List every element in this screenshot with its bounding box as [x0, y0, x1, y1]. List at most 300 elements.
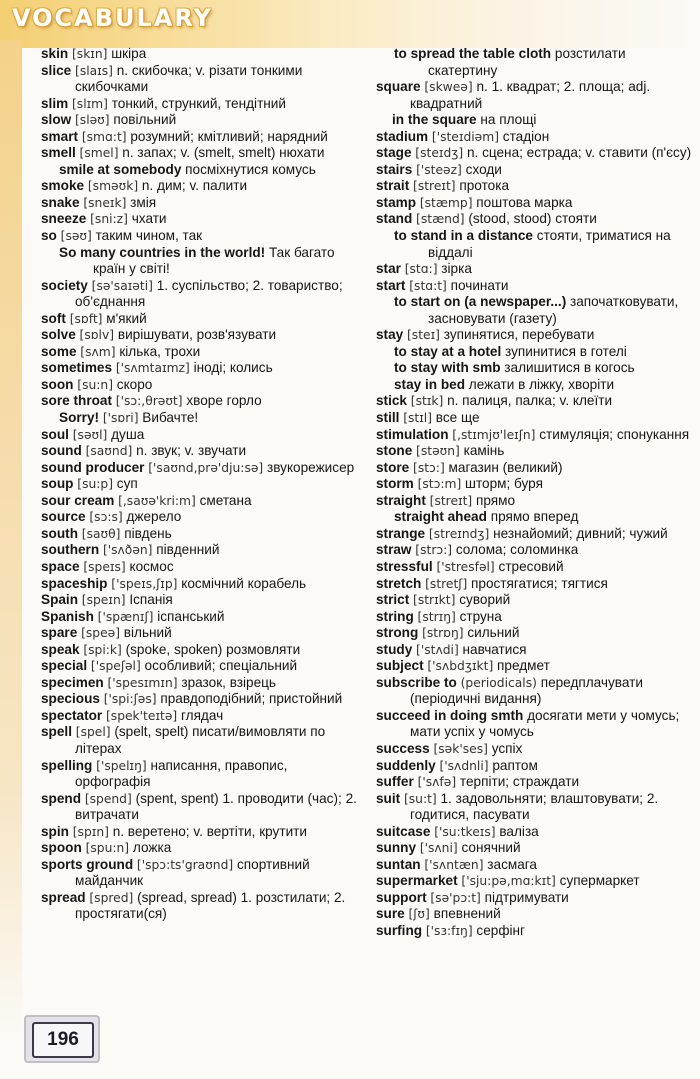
vocab-entry: [41, 542, 366, 559]
vocab-entry: [376, 460, 696, 477]
headword: So many countries in the world!: [59, 244, 266, 260]
headword: to stay at a hotel: [394, 343, 502, 359]
headword: success: [376, 740, 430, 756]
transcription: [sməʊk]: [87, 179, 139, 194]
vocab-entry: [376, 443, 696, 460]
vocab-entry: [41, 278, 366, 311]
definition: (spread, spread) 1. розстилати; 2. простягати(ся): [75, 889, 346, 922]
definition: душа: [111, 426, 145, 442]
definition: терпіти; страждати: [459, 774, 580, 790]
vocab-entry: [376, 708, 696, 741]
definition: камінь: [463, 443, 505, 459]
headword: subject: [376, 658, 424, 674]
headword: straight ahead: [394, 509, 487, 525]
definition: раптом: [492, 757, 538, 773]
vocab-entry: [41, 46, 366, 63]
headword: straight: [376, 492, 426, 508]
headword: surfing: [376, 922, 423, 938]
definition: серфінг: [476, 922, 525, 938]
headword: smile at somebody: [59, 161, 182, 177]
transcription: [slaɪs]: [75, 63, 113, 78]
transcription: [slɪm]: [71, 96, 108, 111]
definition: супермаркет: [559, 873, 640, 889]
definition: сметана: [199, 492, 252, 508]
vocab-entry: [376, 228, 696, 261]
definition: започатковувати, засновувати (газету): [428, 294, 679, 326]
transcription: [skweə]: [424, 80, 473, 95]
headword: smoke: [41, 178, 85, 194]
headword: sure: [376, 906, 405, 922]
transcription: [stɔ:]: [413, 460, 445, 475]
vocab-entry: [376, 327, 696, 344]
transcription: [sə'pɔ:t]: [430, 890, 481, 905]
headword: sports ground: [41, 856, 134, 872]
transcription: [stɑ:]: [404, 262, 438, 277]
vocab-entry: [41, 857, 366, 890]
vocab-entry: [376, 46, 696, 79]
vocab-entry: [41, 427, 366, 444]
definition: сходи: [465, 161, 502, 177]
definition: написання, правопис, орфографія: [75, 757, 288, 790]
headword: stimulation: [376, 426, 449, 442]
definition: посміхнутися комусь: [185, 161, 316, 177]
headword: spectator: [41, 707, 103, 723]
definition: південь: [124, 525, 172, 541]
headword: to spread the table cloth: [394, 46, 552, 61]
headword: snake: [41, 194, 80, 210]
transcription: [streɪt]: [429, 493, 473, 508]
vocab-entry: [41, 344, 366, 361]
headword: suffer: [376, 774, 414, 790]
headword: society: [41, 277, 88, 293]
transcription: [spɪn]: [72, 824, 109, 839]
definition: лежати в ліжку, хворіти: [468, 376, 615, 392]
definition: успіх: [491, 740, 523, 756]
vocab-entry: [376, 377, 696, 394]
headword: stretch: [376, 575, 422, 591]
vocab-entry: [376, 906, 696, 923]
vocab-entry: [41, 162, 366, 179]
headword: suntan: [376, 856, 421, 872]
headword: strict: [376, 592, 410, 608]
headword: supermarket: [376, 873, 458, 889]
definition: південний: [156, 542, 220, 558]
headword: slow: [41, 112, 72, 128]
vocab-entry: [376, 857, 696, 874]
transcription: [strɪŋ]: [417, 609, 456, 624]
definition: (spelt, spelt) писати/вимовляти по літерах: [75, 724, 326, 756]
headword: southern: [41, 542, 100, 558]
vocab-entry: [41, 443, 366, 460]
definition: космос: [129, 558, 174, 574]
transcription: ['spi:ʃəs]: [103, 692, 157, 707]
headword: specious: [41, 691, 100, 707]
headword: stick: [376, 393, 407, 409]
definition: n. сцена; естрада; v. ставити (п'єсу): [466, 145, 692, 161]
definition: Так багато країн у світі!: [93, 244, 335, 277]
vocab-entry: [41, 824, 366, 841]
vocab-entry: [376, 625, 696, 642]
definition: незнайомий; дивний; чужий: [493, 525, 668, 541]
vocab-entry: [376, 294, 696, 327]
definition: n. дим; v. палити: [141, 178, 248, 194]
transcription: ['sʌðən]: [102, 543, 153, 558]
vocab-entry: [41, 327, 366, 344]
vocab-entry: [41, 476, 366, 493]
definition: змія: [130, 194, 157, 210]
headword: slice: [41, 62, 72, 78]
headword: strong: [376, 625, 419, 641]
headword: stadium: [376, 128, 429, 144]
headword: square: [376, 79, 421, 95]
transcription: [sə'saɪəti]: [91, 278, 153, 293]
headword: some: [41, 343, 77, 359]
transcription: (periodicals): [460, 675, 537, 690]
transcription: ['sʌbdʒɪkt]: [427, 659, 494, 674]
headword: straw: [376, 542, 412, 558]
definition: стимуляція; спонукання: [539, 426, 690, 442]
headword: spend: [41, 790, 82, 806]
transcription: [spi:k]: [83, 642, 122, 657]
headword: suit: [376, 790, 401, 806]
definition: зірка: [441, 261, 472, 277]
headword: suitcase: [376, 823, 431, 839]
definition: протока: [459, 178, 510, 194]
headword: so: [41, 228, 57, 244]
vocab-entry: [376, 791, 696, 824]
transcription: [streɪt]: [413, 179, 456, 194]
vocab-entry: [376, 542, 696, 559]
vocab-entry: [376, 509, 696, 526]
headword: south: [41, 525, 78, 541]
vocab-entry: [376, 741, 696, 758]
vocab-entry: [41, 393, 366, 410]
transcription: ['su:tkeɪs]: [434, 824, 496, 839]
transcription: [strɪkt]: [413, 593, 456, 608]
definition: сонячний: [461, 840, 521, 856]
headword: strait: [376, 178, 410, 194]
vocab-entry: [41, 724, 366, 757]
headword: stand: [376, 211, 413, 227]
transcription: [speɪn]: [81, 593, 126, 608]
transcription: ['stresfəl]: [436, 559, 495, 574]
definition: n. скибочка; v. різати тонкими скибочками: [75, 62, 303, 95]
transcription: ['sʌfə]: [417, 775, 457, 790]
definition: струна: [459, 608, 502, 624]
transcription: [stɑ:t]: [409, 278, 447, 293]
definition: засмага: [487, 856, 537, 872]
vocab-entry: [41, 791, 366, 824]
vocab-entry: [376, 493, 696, 510]
transcription: ['sɔ:,θrəʊt]: [115, 394, 183, 409]
transcription: [sɔ:s]: [89, 510, 123, 525]
headword: slim: [41, 95, 69, 111]
definition: розумний; кмітливий; нарядний: [130, 128, 328, 144]
transcription: [su:t]: [403, 791, 437, 806]
vocab-entry: [376, 344, 696, 361]
definition: ложка: [132, 840, 172, 856]
vocab-entry: [41, 526, 366, 543]
headword: to stay with smb: [394, 360, 501, 376]
headword: succeed in doing smth: [376, 707, 524, 723]
page-title: VOCABULARY: [12, 4, 213, 32]
definition: спортивний майданчик: [75, 856, 310, 889]
headword: space: [41, 558, 80, 574]
headword: spelling: [41, 757, 93, 773]
definition: навчатися: [462, 641, 527, 657]
headword: subscribe to: [376, 674, 457, 690]
transcription: [stænd]: [416, 212, 465, 227]
vocab-entry: [41, 509, 366, 526]
transcription: [sək'ses]: [433, 741, 488, 756]
definition: предмет: [497, 658, 550, 674]
transcription: ['speɪs,ʃɪp]: [111, 576, 178, 591]
transcription: [streɪndʒ]: [428, 526, 490, 541]
vocab-entry: [376, 427, 696, 444]
definition: особливий; спеціальний: [144, 658, 298, 674]
definition: 1. задовольняти; влаштовувати; 2. годитися, пасувати: [410, 790, 659, 823]
transcription: [sʌm]: [80, 344, 116, 359]
vocab-entry: [41, 758, 366, 791]
definition: сильний: [467, 625, 520, 641]
vocab-entry: [376, 526, 696, 543]
definition: досягати мети у чомусь; мати успіх у чомусь: [410, 707, 680, 740]
vocab-entry: [376, 129, 696, 146]
transcription: [spel]: [75, 725, 111, 740]
definition: вільний: [123, 625, 172, 641]
transcription: ['sɜ:fɪŋ]: [425, 923, 473, 938]
headword: soon: [41, 376, 74, 392]
vocab-entry: [376, 576, 696, 593]
headword: soup: [41, 476, 74, 492]
vocab-entry: [41, 460, 366, 477]
transcription: [skɪn]: [71, 47, 108, 61]
vocab-entry: [376, 112, 696, 129]
transcription: ['sʌmtaɪmz]: [115, 361, 190, 376]
vocab-entry: [41, 377, 366, 394]
definition: на площі: [480, 112, 537, 128]
definition: кілька, трохи: [119, 343, 201, 359]
definition: 1. суспільство; 2. товариство; об'єднання: [75, 277, 343, 310]
transcription: [sɒft]: [69, 311, 103, 326]
vocab-entry: [376, 774, 696, 791]
headword: Sorry!: [59, 410, 100, 426]
vocab-entry: [41, 228, 366, 245]
definition: поштова марка: [476, 194, 573, 210]
left-column: [41, 46, 366, 923]
headword: storm: [376, 476, 414, 492]
headword: still: [376, 410, 400, 426]
vocab-entry: [41, 675, 366, 692]
page-number-box: [24, 1015, 100, 1063]
definition: прямо: [476, 492, 516, 508]
definition: зупинятися, перебувати: [443, 327, 595, 343]
vocab-entry: [41, 63, 366, 96]
definition: стояти, триматися на віддалі: [428, 228, 671, 260]
headword: sometimes: [41, 360, 113, 376]
definition: починати: [450, 277, 509, 293]
vocab-entry: [41, 559, 366, 576]
vocab-entry: [376, 609, 696, 626]
headword: sound: [41, 443, 82, 459]
transcription: ['sʌntæn]: [424, 857, 484, 872]
transcription: [sləʊ]: [75, 113, 110, 128]
vocab-entry: [41, 178, 366, 195]
headword: skin: [41, 46, 69, 61]
headword: spoon: [41, 840, 82, 856]
vocab-entry: [376, 824, 696, 841]
vocab-entry: [41, 112, 366, 129]
definition: n. запах; v. (smelt, smelt) нюхати: [122, 145, 325, 161]
definition: м'який: [106, 310, 147, 326]
vocab-entry: [41, 592, 366, 609]
left-decorative-bar: [0, 40, 22, 1040]
vocab-entry: [376, 211, 696, 228]
transcription: [stɔ:m]: [417, 477, 462, 492]
vocab-entry: [376, 873, 696, 890]
transcription: [smɑ:t]: [81, 129, 127, 144]
headword: star: [376, 261, 401, 277]
transcription: ['speʃəl]: [90, 659, 141, 674]
definition: суворий: [459, 592, 511, 608]
vocab-entry: [41, 96, 366, 113]
headword: string: [376, 608, 414, 624]
transcription: [stretʃ]: [425, 576, 468, 591]
definition: таким чином, так: [95, 228, 203, 244]
vocab-entry: [376, 476, 696, 493]
transcription: [strɔ:]: [415, 543, 453, 558]
definition: прямо вперед: [490, 509, 579, 525]
headword: smell: [41, 145, 76, 161]
transcription: [sɒlv]: [79, 328, 115, 343]
transcription: [stɪl]: [403, 411, 433, 426]
vocab-entry: [376, 642, 696, 659]
headword: soft: [41, 310, 66, 326]
vocab-entry: [41, 576, 366, 593]
vocab-entry: [41, 245, 366, 278]
vocab-entry: [376, 162, 696, 179]
transcription: ['saʊnd,prə'dju:sə]: [148, 460, 264, 475]
transcription: [su:p]: [77, 477, 114, 492]
headword: spell: [41, 724, 72, 740]
vocab-entry: [376, 758, 696, 775]
headword: sunny: [376, 840, 417, 856]
definition: підтримувати: [484, 889, 569, 905]
headword: stairs: [376, 161, 413, 177]
headword: special: [41, 658, 88, 674]
definition: n. 1. квадрат; 2. площа; adj. квадратний: [410, 79, 651, 111]
headword: study: [376, 641, 413, 657]
headword: Spanish: [41, 608, 94, 624]
definition: іноді; колись: [193, 360, 273, 376]
vocab-entry: [376, 592, 696, 609]
headword: store: [376, 459, 410, 475]
definition: зупинитися в готелі: [505, 343, 627, 359]
vocab-entry: [41, 493, 366, 510]
transcription: [,saʊə'kri:m]: [118, 493, 196, 508]
headword: support: [376, 889, 427, 905]
definition: Вибачте!: [142, 410, 199, 426]
definition: скоро: [116, 376, 153, 392]
vocab-entry: [41, 360, 366, 377]
headword: spin: [41, 823, 69, 839]
vocab-entry: [41, 691, 366, 708]
headword: Spain: [41, 592, 79, 608]
transcription: ['spesɪmɪn]: [107, 675, 178, 690]
transcription: [saʊθ]: [81, 526, 121, 541]
transcription: ['sɒri]: [102, 411, 139, 426]
definition: (spoke, spoken) розмовляти: [125, 641, 301, 657]
transcription: [spek'teɪtə]: [105, 708, 178, 723]
definition: простягатися; тягтися: [471, 575, 608, 591]
headword: sour cream: [41, 492, 115, 508]
headword: sore throat: [41, 393, 113, 409]
vocab-entry: [41, 311, 366, 328]
transcription: [spred]: [89, 890, 134, 905]
transcription: ['spɔ:ts'graʊnd]: [136, 857, 234, 872]
headword: stamp: [376, 194, 417, 210]
vocab-entry: [376, 410, 696, 427]
definition: передплачувати (періодичні видання): [410, 674, 643, 707]
vocab-entry: [41, 410, 366, 427]
transcription: [steɪdʒ]: [415, 146, 464, 161]
headword: stay: [376, 327, 404, 343]
vocab-entry: [376, 658, 696, 675]
transcription: ['sʌdnli]: [439, 758, 489, 773]
headword: stone: [376, 443, 413, 459]
definition: глядач: [180, 707, 224, 723]
transcription: ['steəz]: [416, 162, 462, 177]
transcription: ['sʌni]: [419, 841, 458, 856]
transcription: [smel]: [79, 146, 119, 161]
headword: spaceship: [41, 575, 108, 591]
definition: стресовий: [498, 558, 564, 574]
vocab-entry: [376, 195, 696, 212]
headword: spare: [41, 625, 78, 641]
vocab-entry: [41, 609, 366, 626]
vocab-entry: [41, 145, 366, 162]
definition: все ще: [435, 410, 480, 426]
definition: шторм; буря: [465, 476, 543, 492]
definition: n. веретено; v. вертіти, крутити: [112, 823, 307, 839]
definition: космічний корабель: [181, 575, 307, 591]
definition: повільний: [113, 112, 177, 128]
page-number: 196: [32, 1022, 94, 1058]
headword: stage: [376, 145, 412, 161]
transcription: ['sju:pə,mɑ:kɪt]: [461, 874, 556, 889]
transcription: [saʊnd]: [85, 444, 133, 459]
definition: Іспанія: [129, 592, 173, 608]
transcription: [sneɪk]: [83, 195, 127, 210]
definition: розстилати скатертину: [428, 46, 626, 78]
transcription: [speə]: [81, 626, 121, 641]
transcription: [,stɪmjʊ'leɪʃn]: [452, 427, 536, 442]
definition: n. палиця, палка; v. клеїти: [447, 393, 613, 409]
vocab-entry: [41, 890, 366, 923]
vocab-entry: [376, 360, 696, 377]
definition: вирішувати, розв'язувати: [117, 327, 277, 343]
vocab-entry: [376, 675, 696, 708]
vocab-entry: [41, 642, 366, 659]
definition: чхати: [131, 211, 167, 227]
definition: валіза: [499, 823, 539, 839]
transcription: ['steɪdiəm]: [431, 129, 500, 144]
vocab-entry: [41, 195, 366, 212]
headword: sneeze: [41, 211, 87, 227]
vocab-entry: [41, 211, 366, 228]
transcription: [speɪs]: [83, 559, 126, 574]
definition: шкіра: [111, 46, 147, 61]
